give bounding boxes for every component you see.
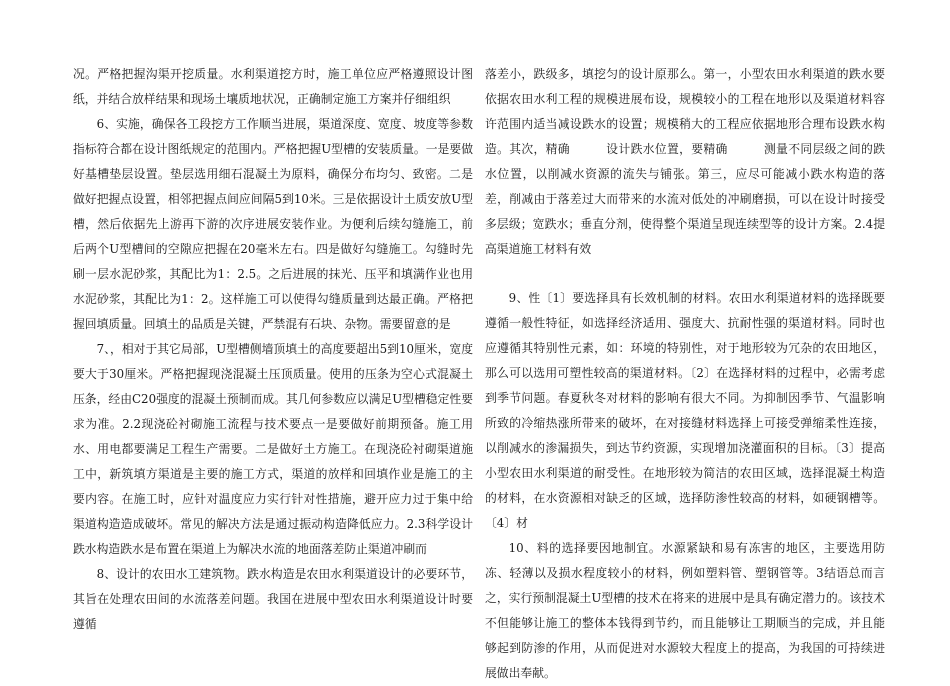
paragraph: 落差小，跌级多，填挖匀的设计原那么。第一，小型农田水利渠道的跌水要依据农田水利工程的规模进展布设，规模较小的工程在地形以及渠道材料容许范围内适当减设跌水的设置；规模稍大的工程应依据地形合理布设跌水构造。其次，精确 设计跌水位置，要精确 测量不同层级之间的跌水位置，以削减水资源的流失与铺张。第三，应尽可能减小跌水构造的落差，削减由于落差过大而带来的水流对低处的冲刷磨损，可以在设计时接受多层级；宽跌水；垂直分剂，使得整个渠道呈现连续型等的设计方案。2.4提高渠道施工材料有效: [485, 67, 885, 256]
paragraph-gap: [485, 262, 885, 286]
paragraph-6: 6、实施，确保各工段挖方工作顺当进展，渠道深度、宽度、坡度等参数指标符合都在设计图纸规定的范围内。严格把握U型槽的安装质量。一是要做好基槽垫层设置。垫层选用细石混凝土为原料，确保分布均匀、致密。二是做好把握点设置，相邻把握点间应间隔5到10米。三是依据设计土质安放U型槽，然后依据先上游再下游的次序进展安装作业。为便利后续勾缝施工，前后两个U型槽间的空隙应把握在20毫米左右。四是做好勾缝施工。勾缝时先刷一层水泥砂浆，其配比为1：2.5。之后进展的抹光、压平和填满作业也用水泥砂浆，其配比为1：2。这样施工可以使得勾缝质量到达最正确。严格把握回填质量。回填土的品质是关键，严禁混有石块、杂物。需要留意的是: [73, 117, 473, 331]
right-column: [485, 62, 885, 686]
paragraph-9: 9、性〔1〕要选择具有长效机制的材料。农田水利渠道材料的选择既要遵循一般性特征，如选择经济适用、强度大、抗耐性强的渠道材料。同时也应遵循其特别性元素，如：环境的特别性，对于地形较为冗杂的农田地区，那么可以选用可塑性较高的渠道材料。〔2〕在选择材料的过程中，必需考虑到季节问题。春夏秋冬对材料的影响有很大不同。为抑制因季节、气温影响所致的冷缩热涨所带来的破坏，在对接缝材料选择上可接受弹缩柔性连接，以削减水的渗漏损失，到达节约资源，实现增加浇灌面积的目标。〔3〕提高小型农田水利渠道的耐受性。在地形较为简洁的农田区域，选择混凝土构造的材料，在水资源相对缺乏的区域，选择防渗性较高的材料，如硬钢槽等。〔4〕材: [485, 291, 885, 530]
paragraph: 况。严格把握沟渠开挖质量。水利渠道挖方时，施工单位应严格遵照设计图纸，并结合放样结果和现场土壤质地状况，正确制定施工方案并仔细组织: [73, 67, 473, 106]
paragraph-8: 8、设计的农田水工建筑物。跌水构造是农田水利渠道设计的必要环节，其旨在处理农田间的水流落差问题。我国在进展中型农田水利渠道设计时要遵循: [73, 567, 473, 631]
left-column: [73, 62, 473, 637]
paragraph-7: 7、，相对于其它局部，U型槽侧墙顶填土的高度要超出5到10厘米，宽度要大于30厘米。严格把握现浇混凝土压顶质量。使用的压条为空心式混凝土压条，经由C20强度的混凝土预制而成。其几何参数应以满足U型槽稳定性要求为准。2.2现浇砼衬砌施工流程与技术要点一是要做好前期预备。施工用水、用电都要满足工程生产需要。二是做好土方施工。在现浇砼衬砌渠道施工中，新筑填方渠道是主要的施工方式，渠道的放样和回填作业是施工的主要内容。在施工时，应针对温度应力实行针对性措施，避开应力过于集中给渠道构造造成破坏。常见的解决方法是通过振动构造降低应力。2.3科学设计跌水构造跌水是布置在渠道上为解决水流的地面落差防止渠道冲刷而: [73, 342, 473, 556]
paragraph-10: 10、料的选择要因地制宜。水源紧缺和易有冻害的地区，主要选用防冻、轻薄以及损水程度较小的材料，例如塑料管、塑钢管等。3结语总而言之，实行预制混凝土U型槽的技术在将来的进展中是具有确定潜力的。该技术不但能够让施工的整体本钱得到节约，而且能够让工期顺当的完成，并且能够起到防渗的作用，从而促进对水源较大程度上的提高，为我国的可持续进展做出奉献。: [485, 541, 885, 680]
